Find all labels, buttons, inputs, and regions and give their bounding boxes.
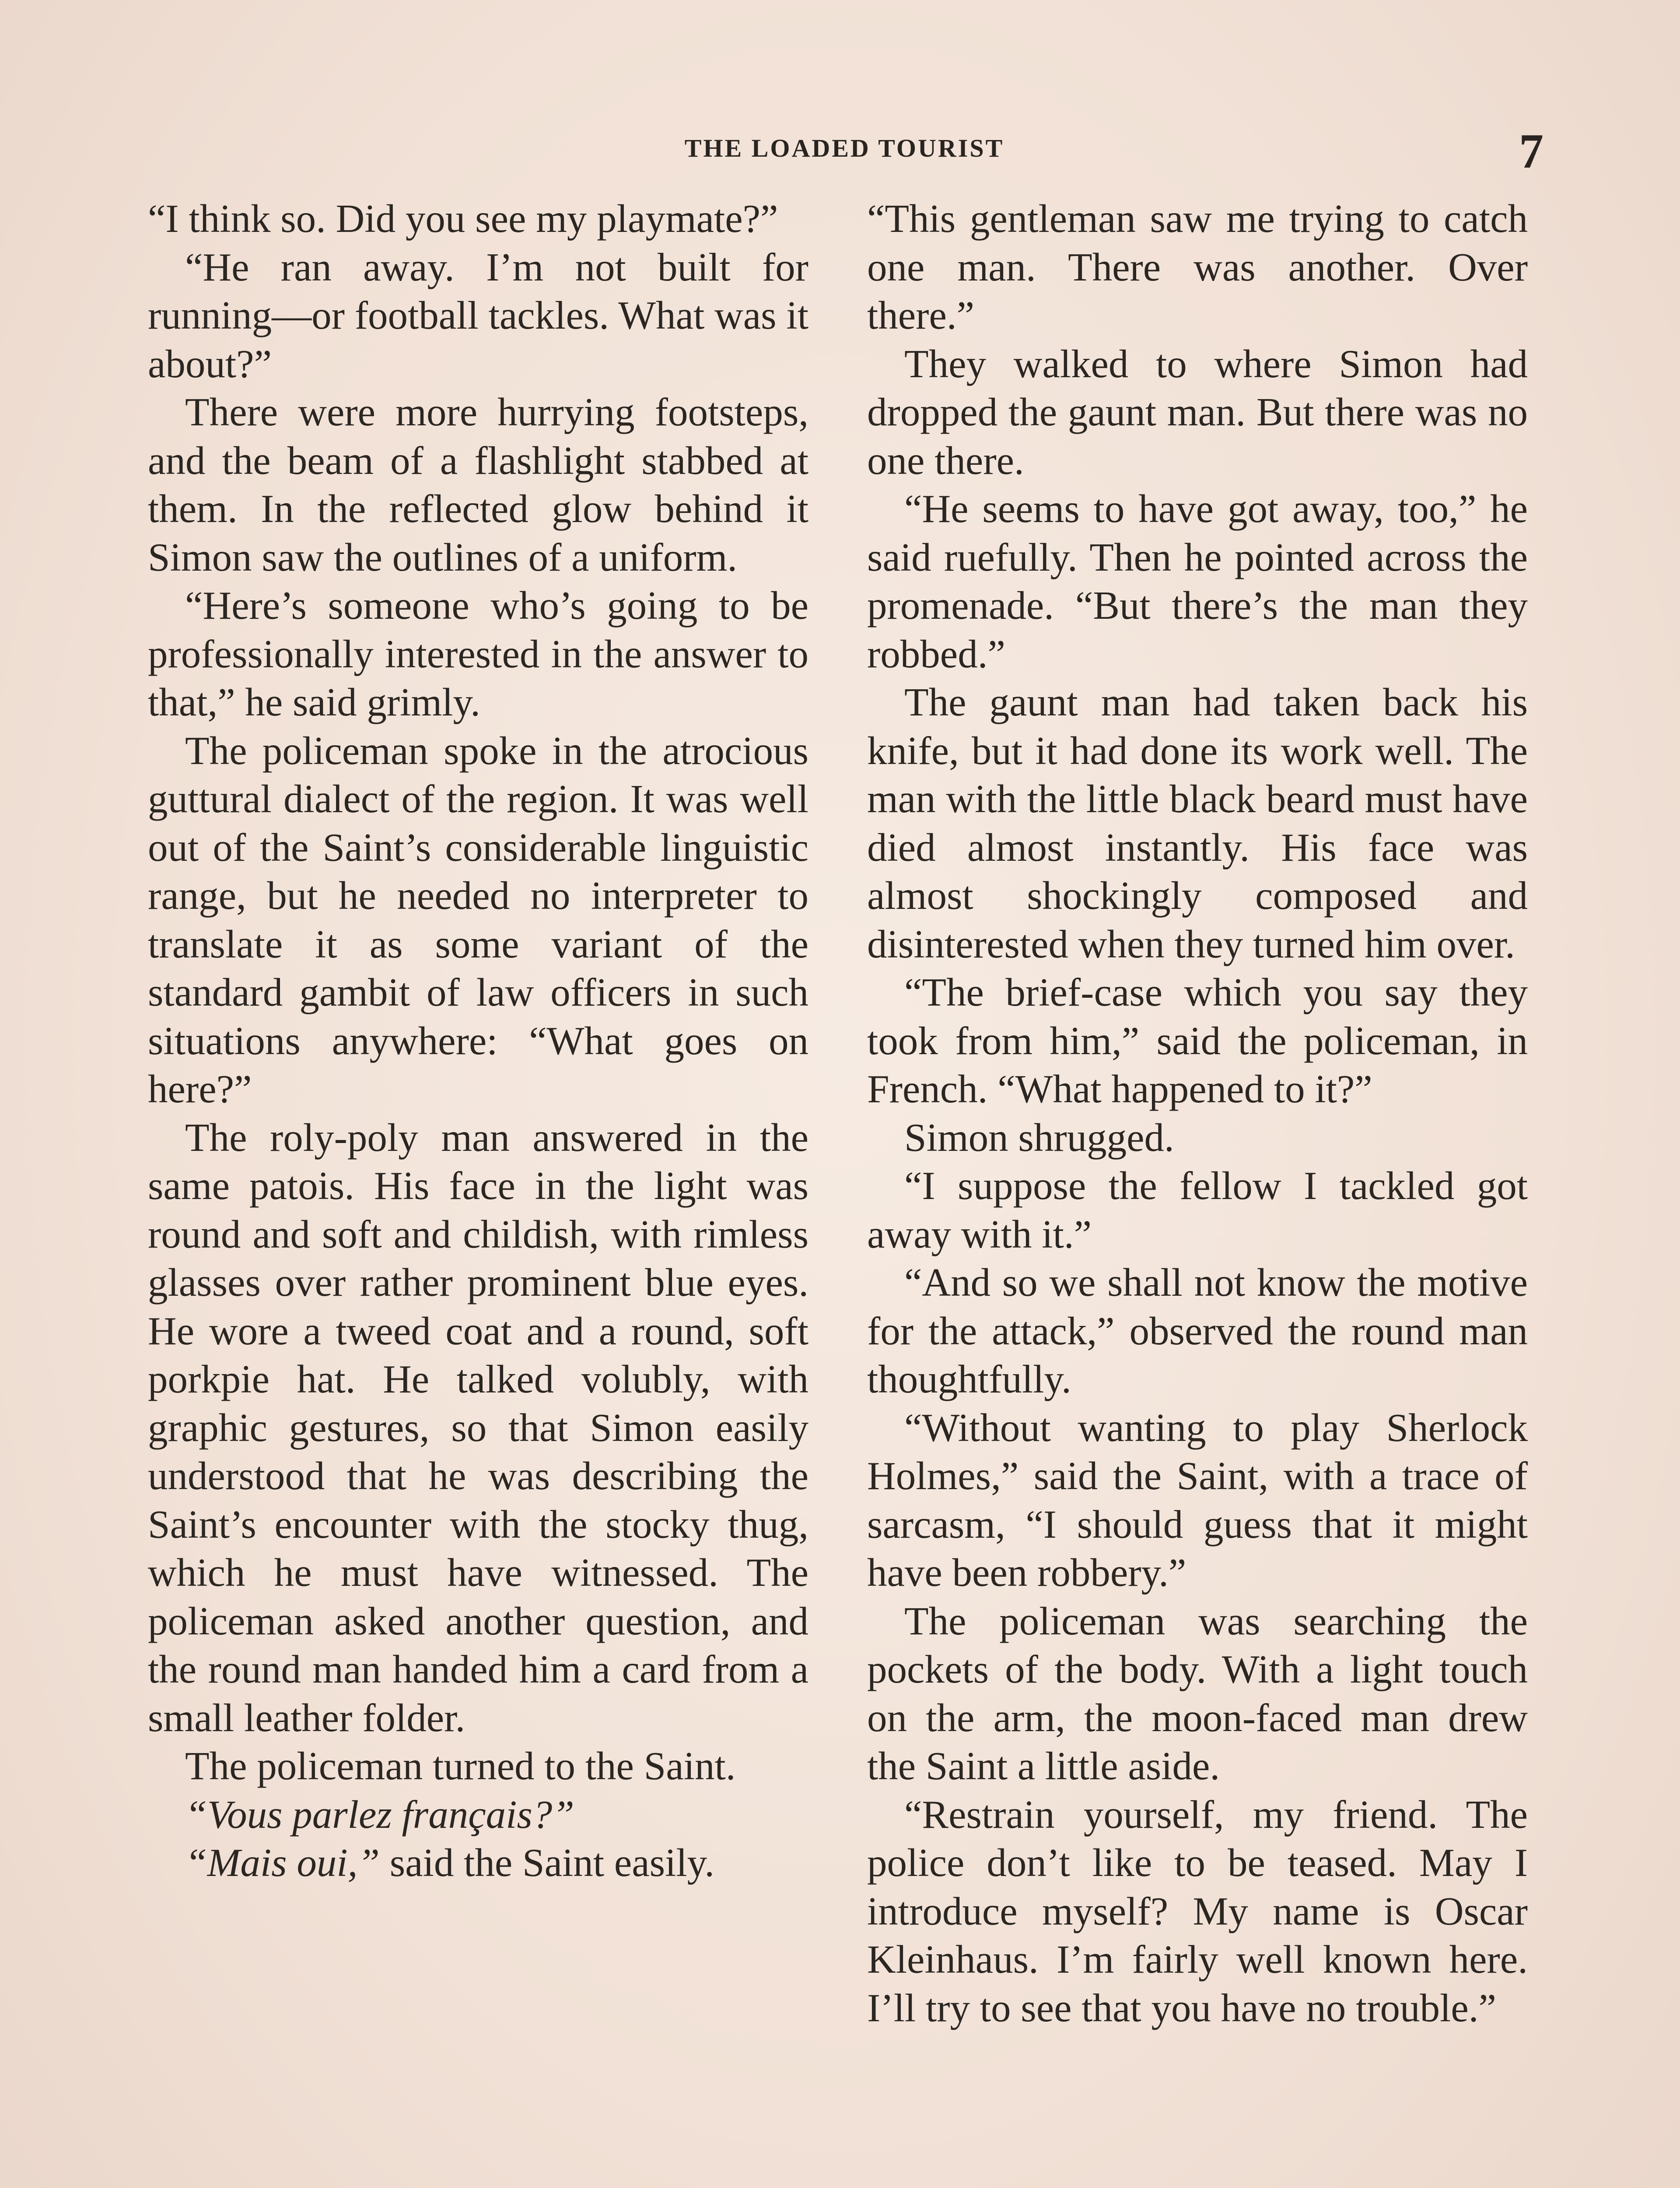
paragraph: “He ran away. I’m not built for running—or football tackles. What was it about?”: [148, 245, 808, 386]
paragraph: There were more hurrying footsteps, and the beam of a flashlight stabbed at them. In the reflected glow behind it Simon saw the outlines of a uniform.: [148, 390, 808, 579]
paragraph: “Here’s someone who’s going to be professionally interested in the answer to that,” he said grimly.: [148, 583, 808, 724]
italic-dialog: “Vous parlez français?”: [185, 1792, 574, 1837]
paragraph: The policeman turned to the Saint.: [185, 1744, 736, 1788]
paragraph: “I think so. Did you see my playmate?”: [148, 196, 778, 241]
paragraph: The gaunt man had taken back his knife, but it had done its work well. The man with the little black beard must have died almost instantly. His face was almost shockingly composed and disinterested when they turned him over.: [867, 680, 1528, 966]
paragraph: “Restrain yourself, my friend. The police don’t like to be teased. May I introduce myself? My name is Oscar Kleinhaus. I’m fairly well known here. I’ll try to see that you have no trouble.”: [867, 1792, 1528, 2030]
right-column: [867, 195, 1528, 2032]
dialog-rest: said the Saint easily.: [380, 1841, 714, 1885]
dialog-line: [148, 1791, 808, 1839]
dialog-line: [148, 1839, 808, 1887]
running-header: THE LOADED TOURIST: [684, 134, 1004, 162]
paragraph: “And so we shall not know the motive for the attack,” observed the round man thoughtfully.: [867, 1260, 1528, 1401]
paragraph: “The brief-case which you say they took from him,” said the policeman, in French. “What happened to it?”: [867, 970, 1528, 1111]
paragraph: The roly-poly man answered in the same patois. His face in the light was round and soft and childish, with rimless glasses over rather prominent blue eyes. He wore a tweed coat and a round, soft porkpie hat. He talked volubly, with graphic gestures, so that Simon easily understood that he was describing the Saint’s encounter with the stocky thug, which he must have witnessed. The policeman asked another question, and the round man handed him a card from a small leather folder.: [148, 1115, 808, 1740]
paragraph: “He seems to have got away, too,” he said ruefully. Then he pointed across the promenade. “But there’s the man they robbed.”: [867, 487, 1528, 676]
paragraph: Simon shrugged.: [904, 1115, 1174, 1160]
paragraph: They walked to where Simon had dropped the gaunt man. But there was no one there.: [867, 341, 1528, 483]
paragraph: “I suppose the fellow I tackled got away with it.”: [867, 1164, 1528, 1256]
paragraph: “This gentleman saw me trying to catch one man. There was another. Over there.”: [867, 196, 1528, 337]
left-column: [148, 195, 808, 1887]
paragraph: The policeman spoke in the atrocious guttural dialect of the region. It was well out of the Saint’s considerable linguistic range, but he needed no interpreter to translate it as some variant of the standard gambit of law officers in such situations anywhere: “What goes on here?”: [148, 728, 808, 1111]
paragraph: The policeman was searching the pockets of the body. With a light touch on the arm, the moon-faced man drew the Saint a little aside.: [867, 1599, 1528, 1788]
paragraph: “Without wanting to play Sherlock Holmes,” said the Saint, with a trace of sarcasm, “I should guess that it might have been robbery.”: [867, 1405, 1528, 1595]
italic-dialog: “Mais oui,”: [185, 1841, 380, 1885]
page-number: 7: [1519, 124, 1544, 179]
